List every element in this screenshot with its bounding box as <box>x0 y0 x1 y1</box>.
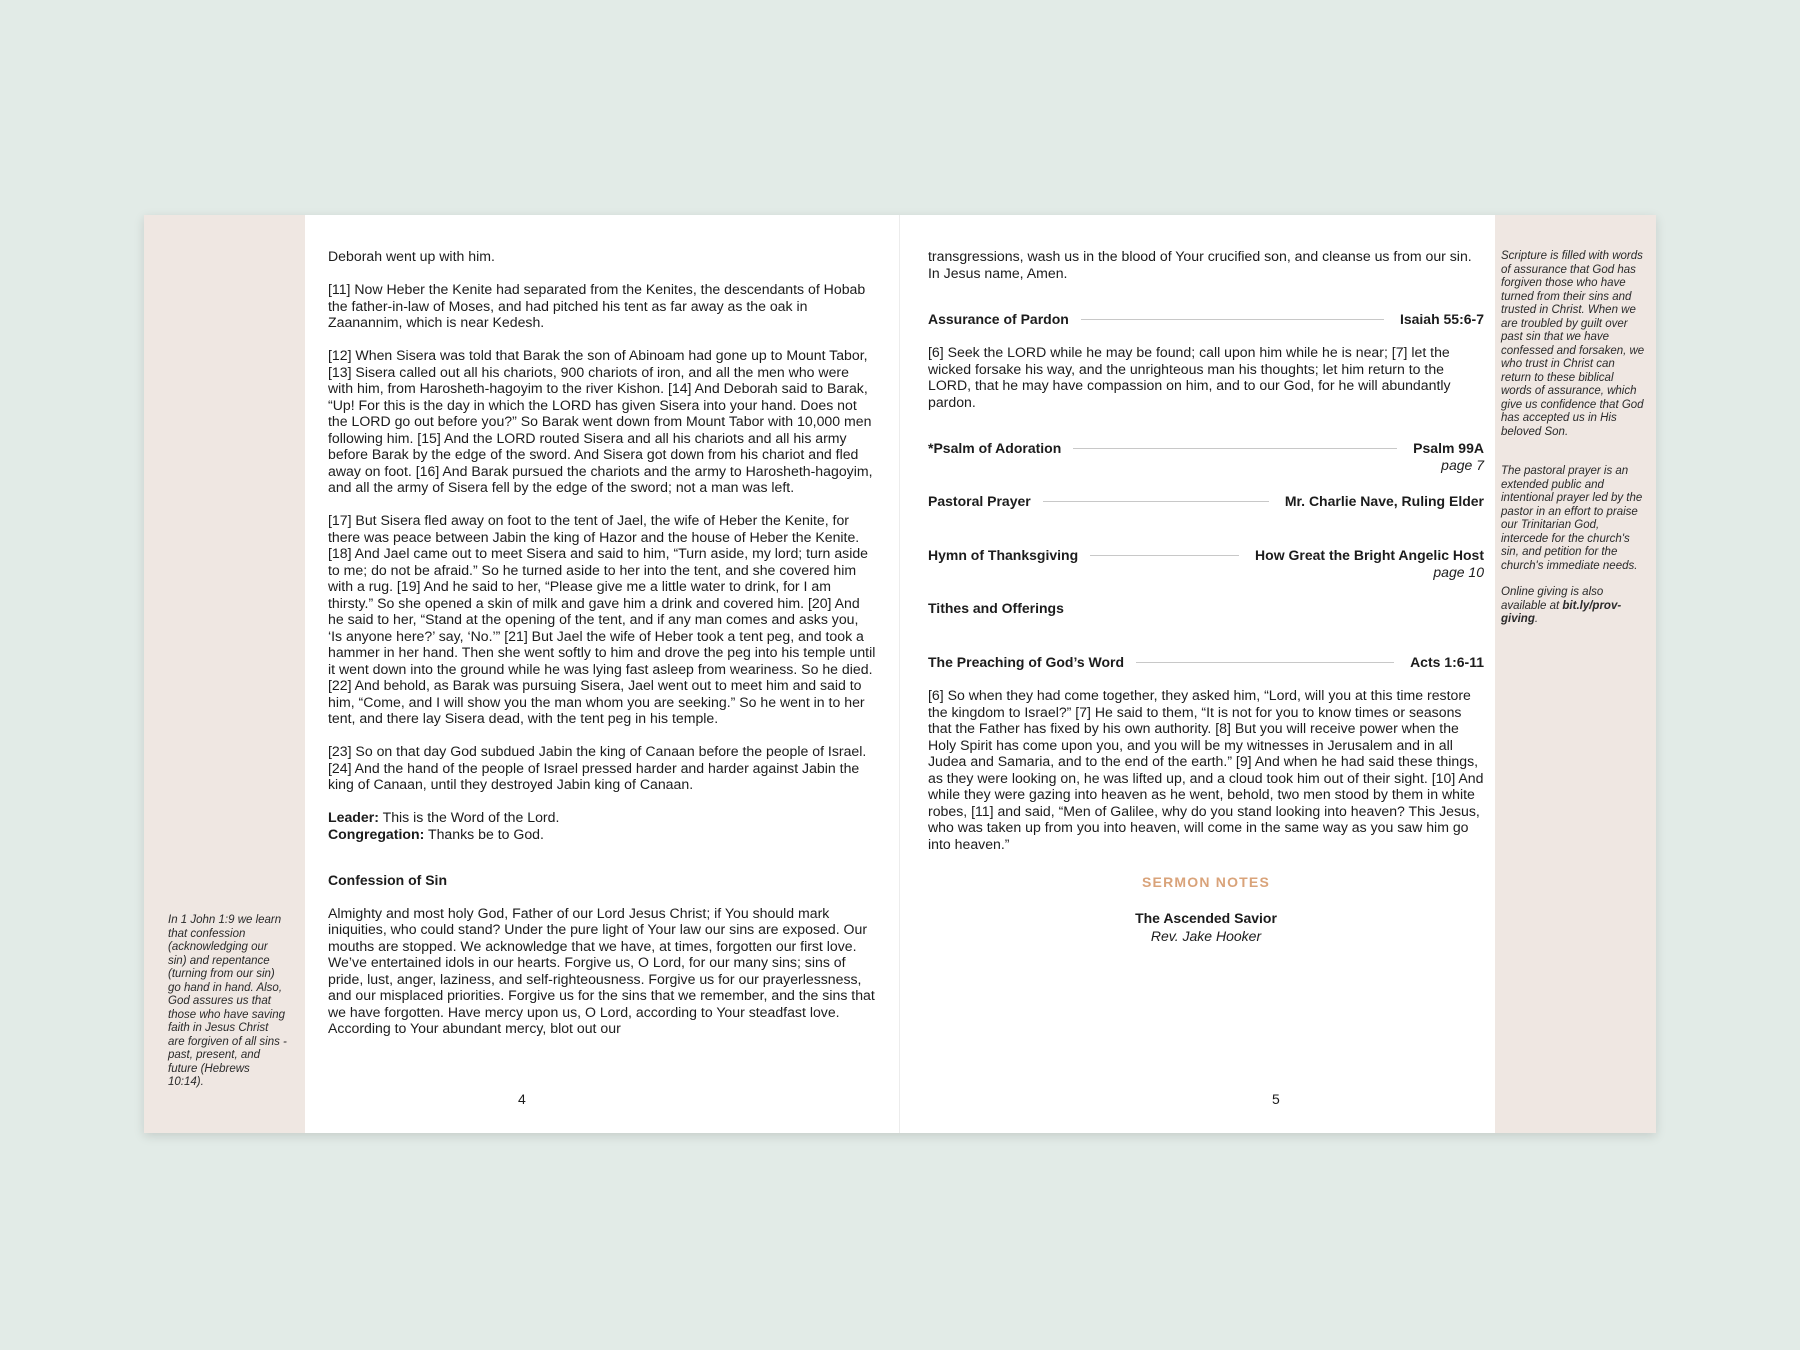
psalm-label: *Psalm of Adoration <box>928 440 1062 456</box>
assurance-of-pardon-row <box>928 311 1484 328</box>
hymn-row <box>928 547 1484 564</box>
confession-heading: Confession of Sin <box>328 872 447 888</box>
hymn-label: Hymn of Thanksgiving <box>928 547 1079 563</box>
booklet-spread <box>144 215 1656 1133</box>
tithes-row <box>928 600 1484 617</box>
pastoral-prayer-row <box>928 493 1484 510</box>
responsive-reading <box>328 809 876 842</box>
congregation-text: Thanks be to God. <box>427 825 544 842</box>
assurance-reference: Isaiah 55:6-7 <box>1399 311 1484 327</box>
preaching-row <box>928 654 1484 671</box>
psalm-page-ref: page 7 <box>1441 457 1484 473</box>
hymn-page-ref: page 10 <box>1433 564 1484 580</box>
page-fold-divider <box>899 215 900 1133</box>
leader-rule <box>1081 319 1384 320</box>
confession-note: In 1 John 1:9 we learn that confession (acknowledging our sin) and repentance (turning from our sin) go hand in hand. Also, God assures us that those who have saving faith in Jesus Christ are forgiven of all sins - past, present, and future (Hebrews 10:14). <box>168 914 287 1088</box>
sermon-speaker: Rev. Jake Hooker <box>1150 927 1262 944</box>
right-page <box>928 248 1484 945</box>
scripture-paragraph: [23] So on that day God subdued Jabin the king of Canaan before the people of Israel. [24] And the hand of the people of Israel pressed harder and harder against Jabin the king of Canaan, until they destroyed Jabin king of Canaan. <box>328 743 867 792</box>
online-giving-text: Online giving is also available at <box>1501 586 1604 612</box>
giving-link[interactable]: bit.ly/prov-giving <box>1501 599 1622 625</box>
sermon-title: The Ascended Savior <box>1135 909 1277 926</box>
tithes-label: Tithes and Offerings <box>928 600 1064 616</box>
sermon-notes-heading: SERMON NOTES <box>1142 874 1270 890</box>
online-giving-note <box>1501 586 1647 627</box>
scripture-paragraph: [11] Now Heber the Kenite had separated from the Kenites, the descendants of Hobab the father-in-law of Moses, and had pitched his tent as far away as the oak in Zaanannim, which is near Kedesh. <box>328 281 866 330</box>
leader-rule <box>1043 501 1269 502</box>
leader-text: This is the Word of the Lord. <box>382 809 560 825</box>
assurance-label: Assurance of Pardon <box>928 311 1069 327</box>
left-margin-note <box>168 914 288 1103</box>
psalm-of-adoration-row <box>928 440 1484 457</box>
pastoral-prayer-leader: Mr. Charlie Nave, Ruling Elder <box>1284 493 1484 509</box>
preaching-label: The Preaching of God’s Word <box>928 654 1125 670</box>
preaching-scripture: [6] So when they had come together, they asked him, “Lord, will you at this time restore the kingdom to Israel?” [7] He said to them, “It is not for you to know times or seasons that the Father has fixed by his own authority. [8] But you will receive power when the Holy Spirit has come upon you, and you will be my witnesses in Jerusalem and in all Judea and Samaria, and to the end of the earth.” [9] And when he had said these things, as they were looking on, he was lifted up, and a cloud took him out of their sight. [10] And while they were gazing into heaven as he went, behold, two men stood by them in white robes, [11] and said, “Men of Galilee, why do you stand looking into heaven? This Jesus, who was taken up from you into heaven, will come in the same way as you saw him go into heaven.” <box>928 687 1484 852</box>
leader-rule <box>1090 555 1239 556</box>
congregation-label: Congregation: <box>328 825 425 842</box>
hymn-title: How Great the Bright Angelic Host <box>1255 547 1484 563</box>
assurance-note: Scripture is filled with words of assurance that God has forgiven those who have turned from their sins and trusted in Christ. When we are troubled by guilt over past sin that we have confessed and forsaken, we who trust in Christ can return to these biblical words of assurance, which give us confidence that God has accepted us in His beloved Son. <box>1501 250 1645 438</box>
online-giving-end: . <box>1534 613 1539 625</box>
assurance-scripture: [6] Seek the LORD while he may be found; call upon him while he is near; [7] let the wicked forsake his way, and the unrighteous man his thoughts; let him return to the LORD, that he may have compassion on him, and to our God, for he will abundantly pardon. <box>928 344 1451 410</box>
scripture-paragraph: Deborah went up with him. <box>328 248 495 264</box>
scripture-paragraph: [12] When Sisera was told that Barak the son of Abinoam had gone up to Mount Tabor, [13] Sisera called out all his chariots, 900 chariots of iron, and all the men who were with him, from Harosheth-hagoyim to the river Kishon. [14] And Deborah said to Barak, “Up! For this is the day in which the LORD has given Sisera into your hand. Does not the LORD go out before you?” So Barak went down from Mount Tabor with 10,000 men following him. [15] And the LORD routed Sisera and all his chariots and all his army before Barak by the edge of the sword. And Sisera got down from his chariot and fled away on foot. [16] And Barak pursued the chariots and the army to Harosheth-hagoyim, and all the army of Sisera fell by the edge of the sword; not a man was left. <box>328 347 873 495</box>
page-number-left: 4 <box>518 1091 526 1107</box>
confession-prayer: Almighty and most holy God, Father of our Lord Jesus Christ; if You should mark iniquities, who could stand? Under the pure light of Your law our sins are exposed. Our mouths are stopped. We acknowledge that we have, at times, forgotten our first love. We’ve entertained idols in our hearts. Forgive us, O Lord, for our many sins; sins of pride, lust, anger, laziness, and self-righteousness. Forgive us for our prayerlessness, and our misplaced priorities. Forgive us for the sins that we remember, and the sins that we have forgotten. Have mercy upon us, O Lord, according to Your steadfast love. According to Your abundant mercy, blot out our <box>328 904 875 1036</box>
page-number-right: 5 <box>1272 1091 1280 1107</box>
leader-label: Leader: <box>328 809 379 825</box>
psalm-reference: Psalm 99A <box>1413 440 1484 456</box>
leader-rule <box>1136 662 1394 663</box>
right-margin-notes <box>1501 250 1647 640</box>
pastoral-prayer-label: Pastoral Prayer <box>928 493 1031 509</box>
scripture-paragraph: [17] But Sisera fled away on foot to the tent of Jael, the wife of Heber the Kenite, for there was peace between Jabin the king of Hazor and the house of Heber the Kenite. [18] And Jael came out to meet Sisera and said to him, “Turn aside, my lord; turn aside to me; do not be afraid.” So he turned aside to her into the tent, and she covered him with a rug. [19] And he said to her, “Please give me a little water to drink, for I am thirsty.” So she opened a skin of milk and gave him a drink and covered him. [20] And he said to her, “Stand at the opening of the tent, and if any man comes and asks you, ‘Is anyone here?’ say, ‘No.’” [21] But Jael the wife of Heber took a tent peg, and took a hammer in her hand. Then she went softly to him and drove the peg into his temple until it went down into the ground while he was lying fast asleep from weariness. So he died. [22] And behold, as Barak was pursuing Sisera, Jael went out to meet him and said to him, “Come, and I will show you the man whom you are seeking.” So he went in to her tent, and there lay Sisera dead, with the tent peg in his temple. <box>328 512 876 726</box>
leader-rule <box>1073 448 1397 449</box>
preaching-reference: Acts 1:6-11 <box>1410 654 1484 670</box>
prayer-continuation: transgressions, wash us in the blood of Your crucified son, and cleanse us from our sin. In Jesus name, Amen. <box>928 248 1472 281</box>
left-page <box>328 248 876 1053</box>
pastoral-prayer-note: The pastoral prayer is an extended public and intentional prayer led by the pastor in an effort to praise our Trinitarian God, intercede for the church's sin, and petition for the church's immediate needs. <box>1501 465 1643 572</box>
